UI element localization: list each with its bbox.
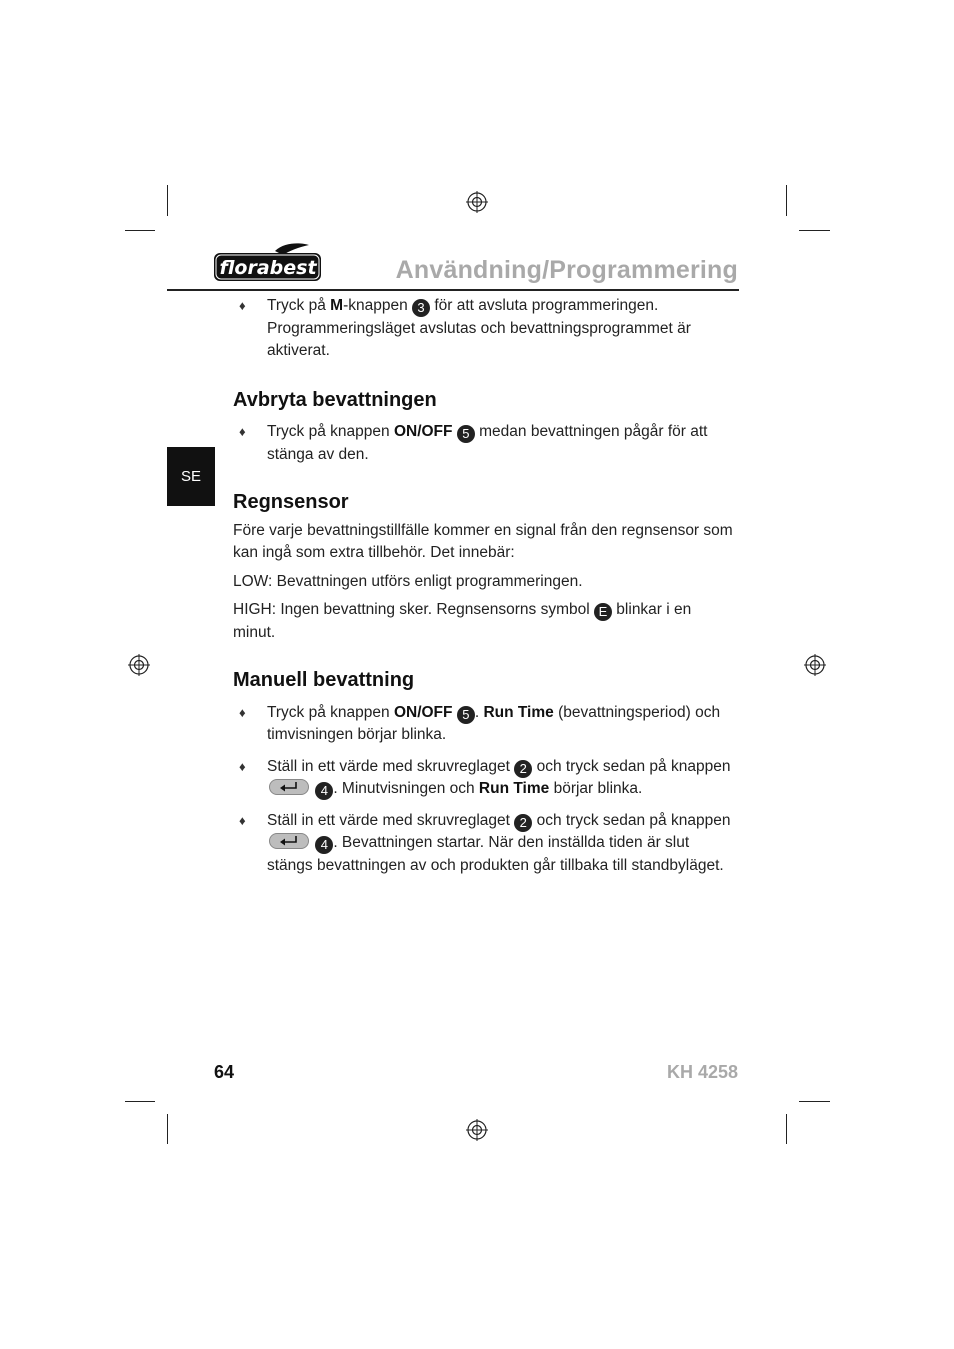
regnsensor-p1: Före varje bevattningstillfälle kommer en signal från den regnsensor som kan ingå som extra tillbehör. Det innebär: [233,521,733,561]
regnsensor-low: LOW: Bevattningen utförs enligt programmeringen. [233,572,583,590]
page-number: 64 [214,1062,235,1082]
crop-mark [786,185,787,216]
heading-avbryta: Avbryta bevattningen [233,388,437,411]
avbryta-bullet: ♦ Tryck på knappen ON/OFF 5 medan bevattningen pågår för att stänga av den. [239,423,708,463]
callout-number: 5 [457,706,475,724]
main-content [233,295,733,877]
crop-mark [125,230,155,231]
callout-number: 2 [514,760,532,778]
crop-mark [799,1101,830,1102]
crop-mark [799,230,830,231]
regnsensor-high: HIGH: Ingen bevattning sker. Regnsensorns symbol E blinkar i en minut. [233,601,692,641]
callout-number: 4 [315,836,333,854]
heading-manuell: Manuell bevattning [233,669,415,691]
enter-key-icon [269,833,309,849]
enter-key-icon [269,779,309,795]
page-title: Användning/Programmering [395,256,738,284]
diamond-bullet-icon: ♦ [239,704,246,720]
callout-number: 4 [315,782,333,800]
diamond-bullet-icon: ♦ [239,758,246,774]
crop-mark [786,1114,787,1144]
crop-mark [167,185,168,216]
florabest-logo [213,243,323,283]
manuell-bullet-1: ♦ Tryck på knappen ON/OFF 5 . Run Time (bevattningsperiod) och timvisningen börjar blinka. [239,703,721,743]
crop-mark [167,1114,168,1144]
diamond-bullet-icon: ♦ [239,298,246,313]
manuell-bullet-3: ♦ Ställ in ett värde med skruvreglaget 2 och tryck sedan på knappen 4 . Bevattningen startar. När den inställda tiden är slut stängs bevattningen av och produkten går tillbaka till standbyläget. [239,811,731,874]
intro-bullet: ♦ Tryck på M-knappen 3 för att avsluta programmeringen. Programmeringsläget avslutas och bevattningsprogrammet är aktiverat. [239,297,691,359]
callout-number: 5 [457,425,475,443]
model-number: KH 4258 [666,1062,738,1082]
registration-mark-icon [128,654,150,676]
registration-mark-icon [804,654,826,676]
header-rule [167,289,739,291]
brand-text: florabest [219,257,317,279]
callout-number: 2 [514,814,532,832]
registration-mark-icon [466,191,488,213]
callout-number: 3 [412,299,430,317]
registration-mark-icon [466,1119,488,1141]
heading-regnsensor: Regnsensor [233,491,349,513]
callout-letter: E [594,603,612,621]
diamond-bullet-icon: ♦ [239,812,246,828]
language-tab: SE [167,447,215,506]
manuell-bullet-2: ♦ Ställ in ett värde med skruvreglaget 2 och tryck sedan på knappen 4 . Minutvisningen och Run Time börjar blinka. [239,757,731,798]
diamond-bullet-icon: ♦ [239,424,246,439]
m-key-label: M [330,297,344,314]
crop-mark [125,1101,155,1102]
